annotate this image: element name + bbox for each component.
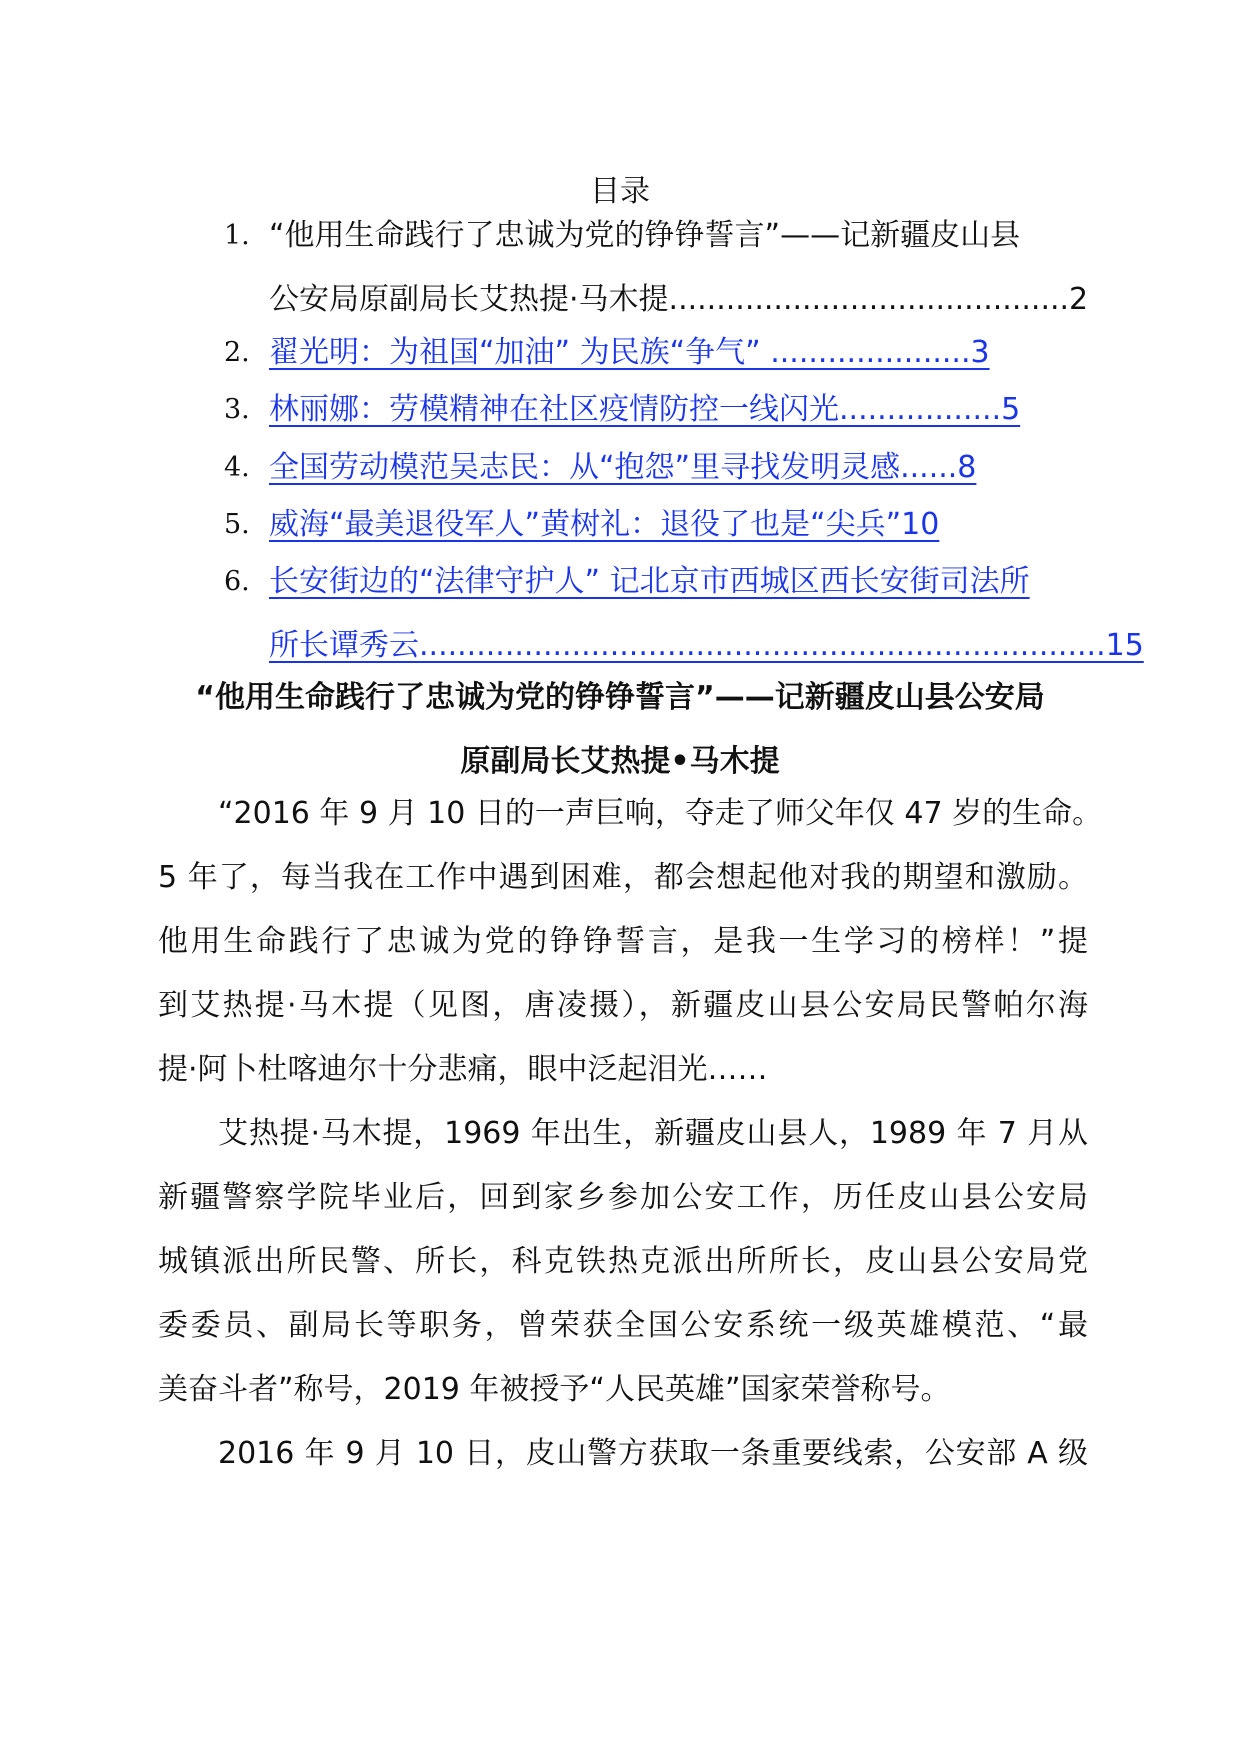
paragraph-line: 提·阿卜杜喀迪尔十分悲痛，眼中泛起泪光…… [158, 1052, 768, 1087]
paragraph-line: 委委员、副局长等职务，曾荣获全国公安系统一级英雄模范、“最 [158, 1308, 1088, 1343]
paragraph-line: 新疆警察学院毕业后，回到家乡参加公安工作，历任皮山县公安局 [158, 1180, 1088, 1215]
article-title [150, 678, 1090, 782]
paragraph-line: 5 年了，每当我在工作中遇到困难，都会想起他对我的期望和激励。 [158, 860, 1088, 895]
article-title-line: 原副局长艾热提•马木提 [460, 744, 780, 779]
toc-entry-line: 公安局原副局长艾热提·马木提..........................................2 [269, 282, 1089, 317]
paragraph-line: 2016 年 9 月 10 日，皮山警方获取一条重要线索，公安部 A 级 [218, 1436, 1088, 1471]
body-paragraph [158, 1114, 1088, 1434]
toc-entry-text [269, 562, 1144, 666]
toc-entry-number: 4. [224, 452, 250, 483]
toc-entry-link[interactable]: 所长谭秀云........................................................................15 [269, 628, 1144, 663]
article-title-line: “他用生命践行了忠诚为党的铮铮誓言”——记新疆皮山县公安局 [195, 680, 1045, 715]
toc-entry-link[interactable]: 威海“最美退役军人”黄树礼：退役了也是“尖兵”10 [269, 507, 940, 542]
toc-entry-link[interactable]: 长安街边的“法律守护人” 记北京市西城区西长安街司法所 [269, 564, 1030, 599]
paragraph-line: 艾热提·马木提，1969 年出生，新疆皮山县人，1989 年 7 月从 [218, 1116, 1088, 1151]
paragraph-line: 他用生命践行了忠诚为党的铮铮誓言，是我一生学习的榜样！”提 [158, 924, 1088, 959]
toc-entry-text [269, 216, 1089, 320]
toc-entry-link[interactable]: 林丽娜：劳模精神在社区疫情防控一线闪光.................5 [269, 392, 1021, 427]
toc-entry-number: 2. [224, 337, 250, 368]
toc-entry-text [269, 505, 1080, 545]
paragraph-line: 城镇派出所民警、所长，科克铁热克派出所所长，皮山县公安局党 [158, 1244, 1088, 1279]
body-paragraph [158, 794, 1103, 1114]
toc-entry-number: 6. [224, 566, 250, 597]
paragraph-line: 到艾热提·马木提（见图，唐凌摄），新疆皮山县公安局民警帕尔海 [158, 988, 1088, 1023]
toc-entry-text [269, 448, 1080, 488]
paragraph-line: “2016 年 9 月 10 日的一声巨响，夺走了师父年仅 47 岁的生命。 [218, 796, 1103, 831]
paragraph-line: 美奋斗者”称号，2019 年被授予“人民英雄”国家荣誉称号。 [158, 1372, 951, 1407]
toc-entry-line: “他用生命践行了忠诚为党的铮铮誓言”——记新疆皮山县 [269, 218, 1021, 253]
body-paragraph [158, 1434, 1088, 1498]
toc-entry-text [269, 390, 1080, 430]
toc-entry-number: 1. [224, 220, 250, 251]
toc-entry-link[interactable]: 翟光明：为祖国“加油” 为民族“争气” .....................3 [269, 335, 990, 370]
toc-entry-number: 5. [224, 509, 250, 540]
toc-entry-text [269, 333, 1080, 373]
toc-entry-link[interactable]: 全国劳动模范吴志民：从“抱怨”里寻找发明灵感......8 [269, 450, 977, 485]
toc-title: 目录 [590, 174, 650, 209]
toc-entry-number: 3. [224, 394, 250, 425]
